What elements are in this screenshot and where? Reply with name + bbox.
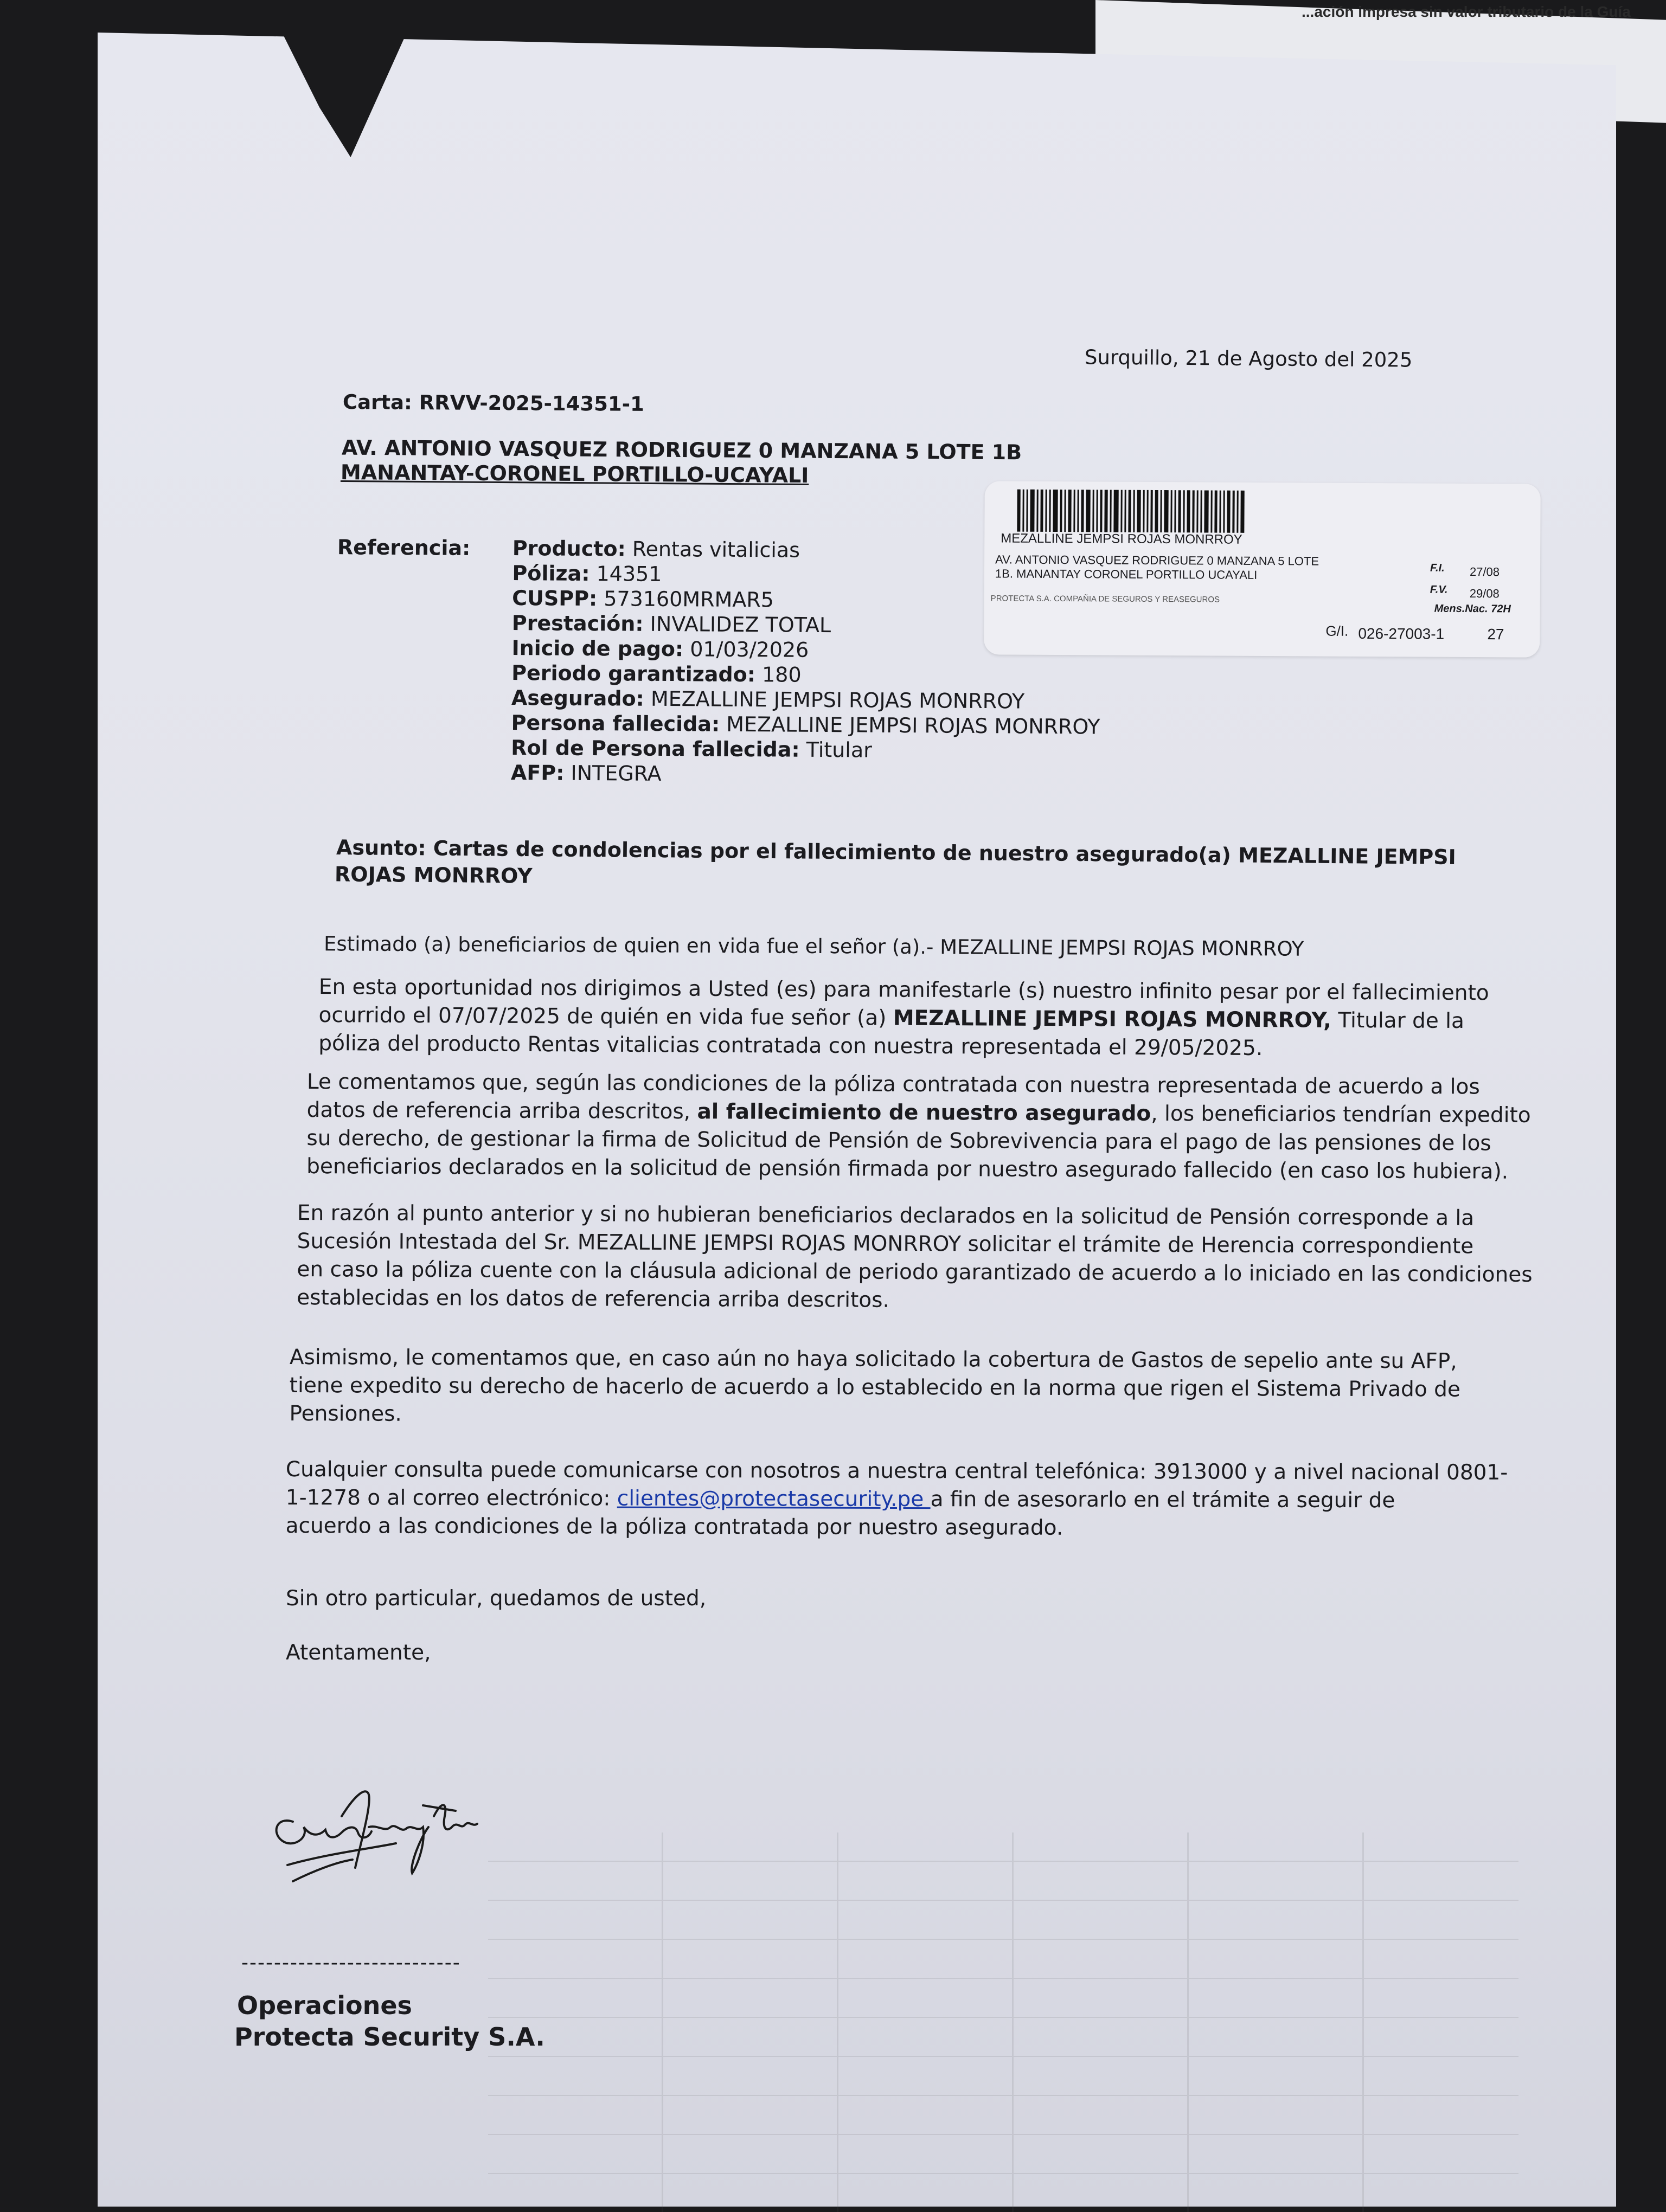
paragraph-line: 1-1278 o al correo electrónico: clientes@protectasecurity.pe a fin de asesorarlo en el trámite a seguir de	[285, 1485, 1395, 1513]
barcode-bar	[1164, 490, 1168, 532]
referencia-label: Referencia:	[337, 535, 471, 560]
barcode-bar	[1110, 490, 1111, 532]
barcode-bar	[1113, 490, 1118, 532]
barcode-bar	[1022, 490, 1024, 532]
letter-date: Surquillo, 21 de Agosto del 2025	[1084, 345, 1413, 372]
barcode-bar	[1183, 490, 1184, 532]
barcode-bar	[1077, 490, 1079, 532]
sticker-address1: AV. ANTONIO VASQUEZ RODRIGUEZ 0 MANZANA 5 LOTE	[995, 552, 1319, 568]
signature-line: ---------------------------	[241, 1952, 461, 1974]
barcode-bar	[1073, 490, 1075, 532]
barcode-bar	[1240, 491, 1244, 533]
barcode-bar	[1096, 490, 1098, 532]
barcode-bar	[1049, 490, 1050, 532]
paragraph-succession	[297, 1199, 1533, 1317]
sticker-service: Mens.Nac. 72H	[1434, 602, 1511, 615]
ref-row-producto: Producto: Rentas vitalicias	[512, 536, 800, 562]
barcode-bar	[1100, 490, 1102, 532]
paragraph-line: En esta oportunidad nos dirigimos a Usted (es) para manifestarle (s) nuestro infinito pesar por el fallecimiento	[318, 975, 1489, 1006]
barcode-bar	[1219, 491, 1221, 533]
paragraph-line: en caso la póliza cuente con la cláusula adicional de periodo garantizado de acuerdo a lo iniciado en las condiciones	[297, 1257, 1533, 1287]
barcode-bar	[1036, 490, 1038, 532]
paragraph-line: Asimismo, le comentamos que, en caso aún no haya solicitado la cobertura de Gastos de sepelio ante su AFP,	[289, 1345, 1457, 1374]
sticker-company: PROTECTA S.A. COMPAÑIA DE SEGUROS Y REASEGUROS	[990, 594, 1220, 605]
barcode-bar	[1227, 491, 1230, 533]
sticker-gi-label: G/I.	[1325, 622, 1349, 639]
sticker-fi-value: 27/08	[1469, 565, 1500, 579]
barcode-bar	[1026, 490, 1028, 532]
closing-line: Sin otro particular, quedamos de usted,	[286, 1586, 707, 1611]
sticker-gi-value: 026-27003-1	[1358, 625, 1445, 642]
barcode-bar	[1053, 490, 1058, 532]
barcode-bar	[1196, 490, 1198, 532]
paragraph-line: Sucesión Intestada del Sr. MEZALLINE JEMPSI ROJAS MONRROY solicitar el trámite de Herencia correspondiente	[297, 1229, 1474, 1259]
asunto-line2: ROJAS MONRROY	[334, 862, 533, 888]
barcode-bar	[1030, 490, 1034, 532]
ref-row-poliza: Póliza: 14351	[512, 561, 662, 586]
asunto-line1: Asunto: Cartas de condolencias por el fallecimiento de nuestro asegurado(a) MEZALLINE JEMPSI	[336, 835, 1456, 870]
barcode-bar	[1174, 490, 1176, 532]
address-sticker	[984, 481, 1541, 657]
carta-reference	[343, 390, 644, 416]
barcode-bar	[1223, 491, 1225, 533]
barcode-bar	[1210, 491, 1212, 533]
paragraph-line: tiene expedito su derecho de hacerlo de acuerdo a lo establecido en la norma que rigen el Sistema Privado de	[289, 1373, 1460, 1402]
barcode-bar	[1232, 491, 1234, 533]
ref-row-cuspp: CUSPP: 573160MRMAR5	[512, 586, 774, 612]
paragraph-conditions	[306, 1068, 1531, 1186]
barcode-bar	[1178, 490, 1181, 532]
barcode-bar	[1187, 490, 1190, 532]
barcode-bar	[1146, 490, 1148, 532]
handwritten-signature	[260, 1773, 510, 1892]
carta-number: RRVV-2025-14351-1	[419, 391, 644, 416]
sticker-gi-count: 27	[1487, 626, 1504, 643]
barcode-bar	[1137, 490, 1140, 532]
greeting: Estimado (a) beneficiarios de quien en vida fue el señor (a).- MEZALLINE JEMPSI ROJAS MONRROY	[323, 932, 1304, 961]
barcode-bar	[1200, 490, 1202, 532]
paragraph-line: datos de referencia arriba descritos, al fallecimiento de nuestro asegurado, los beneficiarios tendrían expedito	[306, 1097, 1531, 1128]
sticker-address2: 1B. MANANTAY CORONEL PORTILLO UCAYALI	[995, 567, 1258, 582]
barcode-bar	[1128, 490, 1131, 532]
recipient-address-line2: MANANTAY-CORONEL PORTILLO-UCAYALI	[340, 460, 809, 488]
paragraph-line: beneficiarios declarados en la solicitud de pensión firmada por nuestro asegurado fallecido (en caso los hubiera).	[306, 1154, 1509, 1184]
barcode-bar	[1150, 490, 1152, 532]
barcode-bar	[1143, 490, 1144, 532]
barcode-bar	[1160, 490, 1162, 532]
paragraph-condolences	[318, 973, 1489, 1064]
barcode-bar	[1104, 490, 1107, 532]
recipient-address-line1: AV. ANTONIO VASQUEZ RODRIGUEZ 0 MANZANA 5 LOTE 1B	[341, 435, 1022, 465]
sticker-fv-label: F.V.	[1430, 583, 1448, 596]
paragraph-line: establecidas en los datos de referencia arriba descritos.	[297, 1285, 890, 1313]
signatory-company: Protecta Security S.A.	[234, 2022, 545, 2052]
barcode	[1017, 490, 1321, 533]
ref-row-asegurado: Asegurado: MEZALLINE JEMPSI ROJAS MONRROY	[511, 685, 1025, 713]
barcode-bar	[1040, 490, 1043, 532]
paragraph-line: póliza del producto Rentas vitalicias contratada con nuestra representada el 29/05/2025.	[318, 1031, 1263, 1061]
ref-row-prestacion: Prestación: INVALIDEZ TOTAL	[511, 610, 831, 638]
barcode-bar	[1086, 490, 1090, 532]
barcode-bar	[1068, 490, 1071, 532]
ref-row-periodo: Periodo garantizado: 180	[511, 660, 802, 687]
paragraph-line: En razón al punto anterior y si no hubieran beneficiarios declarados en la solicitud de Pensión corresponde a la	[297, 1201, 1475, 1231]
barcode-bar	[1124, 490, 1126, 532]
paragraph-line: acuerdo a las condiciones de la póliza contratada por nuestro asegurado.	[285, 1513, 1063, 1540]
signatory-department: Operaciones	[237, 1991, 412, 2020]
email-link[interactable]: clientes@protectasecurity.pe	[617, 1486, 931, 1512]
barcode-bar	[1081, 490, 1084, 532]
barcode-bar	[1120, 490, 1122, 532]
barcode-bar	[1017, 490, 1020, 532]
barcode-bar	[1214, 491, 1217, 533]
barcode-bar	[1204, 490, 1208, 532]
barcode-bar	[1060, 490, 1062, 532]
sticker-fv-value: 29/08	[1469, 587, 1500, 601]
sticker-fi-label: F.I.	[1430, 562, 1445, 574]
barcode-bar	[1045, 490, 1047, 532]
barcode-bar	[1236, 491, 1238, 533]
barcode-bar	[1133, 490, 1135, 532]
paragraph-contact	[286, 1456, 1508, 1544]
paragraph-line: ocurrido el 07/07/2025 de quién en vida fue señor (a) MEZALLINE JEMPSI ROJAS MONRROY, Titular de la	[318, 1002, 1465, 1034]
carta-label: Carta:	[342, 390, 412, 414]
barcode-bar	[1192, 490, 1194, 532]
barcode-bar	[1170, 490, 1172, 532]
paragraph-line: Cualquier consulta puede comunicarse con nosotros a nuestra central telefónica: 3913000 y a nivel nacional 0801-	[285, 1457, 1508, 1485]
paragraph-line: Le comentamos que, según las condiciones de la póliza contratada con nuestra representada de acuerdo a los	[306, 1070, 1480, 1099]
paragraph-funeral-expenses	[289, 1343, 1460, 1432]
ref-row-inicio-pago: Inicio de pago: 01/03/2026	[511, 635, 809, 662]
sticker-name: MEZALLINE JEMPSI ROJAS MONRROY	[1001, 531, 1242, 547]
paragraph-line: Pensiones.	[289, 1401, 402, 1426]
ref-row-afp: AFP: INTEGRA	[510, 760, 662, 786]
ref-row-rol: Rol de Persona fallecida: Titular	[511, 735, 872, 762]
barcode-bar	[1092, 490, 1094, 532]
barcode-bar	[1064, 490, 1066, 532]
background-paper-text: ...ación impresa sin valor tributario de la Guía	[1302, 3, 1631, 20]
closing-salutation: Atentamente,	[286, 1641, 431, 1665]
barcode-bar	[1155, 490, 1158, 532]
ref-row-persona-fallecida: Persona fallecida: MEZALLINE JEMPSI ROJAS MONRROY	[511, 710, 1100, 739]
paragraph-line: su derecho, de gestionar la firma de Solicitud de Pensión de Sobrevivencia para el pago de las pensiones de los	[306, 1126, 1491, 1156]
